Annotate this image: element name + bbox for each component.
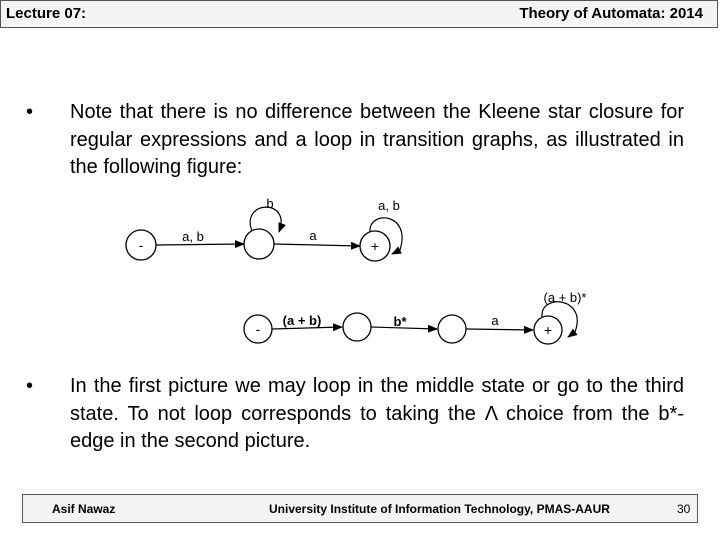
slide-footer <box>22 494 698 523</box>
edge-start-middle <box>156 244 244 245</box>
state-start-label: - <box>255 321 261 337</box>
bullet-item <box>26 373 684 456</box>
edge-middle-final <box>274 244 360 246</box>
state-final-label: + <box>543 322 553 338</box>
edge-3-final <box>466 329 533 330</box>
graph-2 <box>244 290 587 344</box>
edge-1-2-label: (a + b) <box>282 313 322 328</box>
state-final-label: + <box>370 238 380 254</box>
edge-middle-final-label: a <box>309 228 317 243</box>
state-start-label: - <box>138 237 144 253</box>
bullet-icon: • <box>26 375 34 397</box>
edge-start-middle-label: a, b <box>182 229 204 244</box>
institution-name: University Institute of Information Technology, PMAS-AAUR <box>269 502 610 516</box>
state-2 <box>343 313 371 341</box>
loop-final-label: (a + b)* <box>543 290 587 305</box>
edge-3-final-label: a <box>491 313 499 328</box>
bullet-icon: • <box>26 101 34 123</box>
graph-1 <box>126 196 402 261</box>
state-middle <box>244 229 274 259</box>
author-name: Asif Nawaz <box>52 502 116 516</box>
state-3 <box>438 315 466 343</box>
loop-middle-label: b <box>266 196 274 211</box>
loop-final-label: a, b <box>378 198 400 213</box>
bullet-text: In the first picture we may loop in the middle state or go to the third state. To not loop corresponds to taking the Λ choice from the b*-edge in the second picture. <box>70 375 684 452</box>
edge-2-3-label: b* <box>393 314 407 329</box>
bullet-text: Note that there is no difference between the Kleene star closure for regular expressions and a loop in transition graphs, as illustrated in the following figure: <box>70 101 684 178</box>
page-number: 30 <box>677 502 691 516</box>
course-title: Theory of Automata: 2014 <box>519 5 703 22</box>
lecture-label: Lecture 07: <box>6 5 87 22</box>
